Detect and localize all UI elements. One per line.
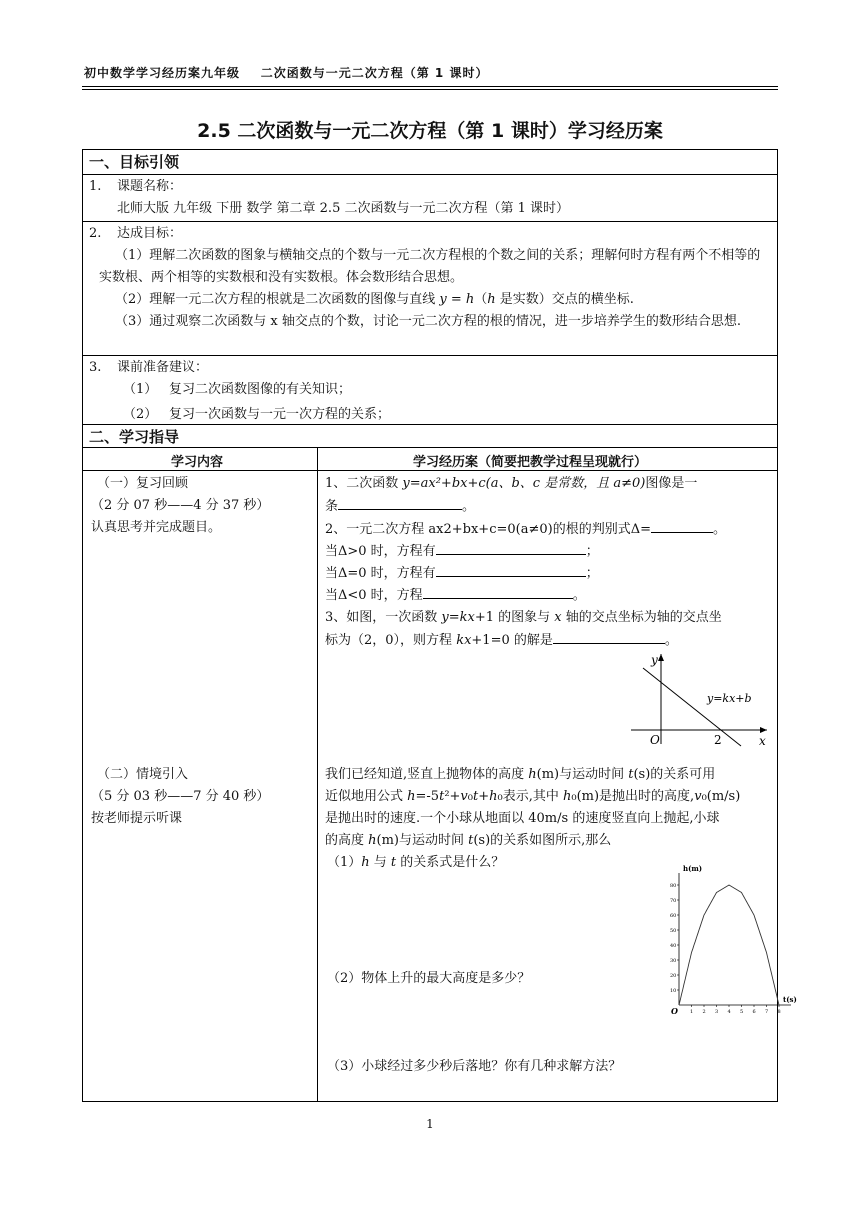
part1-time: （2 分 07 秒——4 分 37 秒） bbox=[91, 498, 270, 513]
x-tick-label: 8 bbox=[777, 1009, 781, 1015]
x-tick-label: 2 bbox=[702, 1009, 706, 1015]
part2-task: 按老师提示听课 bbox=[91, 811, 183, 826]
row-content bbox=[83, 470, 777, 471]
linear-y-label: y bbox=[651, 653, 658, 667]
linear-intercept-label: 2 bbox=[714, 733, 722, 747]
header-left: 初中数学学习经历案九年级 bbox=[84, 66, 241, 80]
intro-question-3: （3）小球经过多少秒后落地？你有几种求解方法？ bbox=[327, 1059, 622, 1074]
item2-num: 2. bbox=[89, 226, 102, 241]
item1-label: 课题名称： bbox=[117, 179, 183, 194]
part1-name: （一）复习回顾 bbox=[97, 476, 189, 491]
y-tick-label: 20 bbox=[670, 973, 677, 979]
x-tick-label: 3 bbox=[715, 1009, 719, 1015]
prep-1: 复习二次函数图像的有关知识； bbox=[169, 382, 352, 397]
worksheet-table bbox=[82, 149, 797, 1102]
linear-x-label: x bbox=[759, 734, 766, 748]
y-tick-label: 70 bbox=[670, 898, 677, 904]
y-tick-label: 30 bbox=[670, 958, 677, 964]
x-tick-label: 5 bbox=[740, 1009, 744, 1015]
linear-line-label: y=kx+b bbox=[707, 692, 752, 705]
column-divider bbox=[317, 447, 318, 1101]
header-right: 二次函数与一元二次方程（第 1 课时） bbox=[260, 66, 489, 80]
row-topic bbox=[83, 174, 777, 216]
running-header bbox=[84, 64, 488, 81]
intro-line-3: 是抛出时的速度.一个小球从地面以 40m/s 的速度竖直向上抛起,小球 bbox=[325, 811, 720, 826]
chart-origin: O bbox=[671, 1006, 678, 1016]
goal-3: （3）通过观察二次函数与 x 轴交点的个数，讨论一元二次方程的根的情况，进一步培养学生的数形结合思想. bbox=[115, 314, 742, 329]
prep-1-num: （1） bbox=[123, 382, 158, 397]
y-tick-label: 60 bbox=[670, 913, 677, 919]
section-1-title: 一、目标引领 bbox=[89, 153, 180, 171]
row-column-headers bbox=[83, 447, 777, 470]
x-tick-label: 1 bbox=[690, 1009, 694, 1015]
linear-graph bbox=[621, 648, 771, 748]
discriminant-zero: 当Δ=0 时，方程有 ； bbox=[325, 562, 599, 585]
col-right-header: 学习经历案（简要把教学过程呈现就行） bbox=[413, 455, 648, 470]
prep-2-num: （2） bbox=[123, 407, 158, 422]
part1-task: 认真思考并完成题目。 bbox=[91, 520, 222, 535]
review-q1: 1、二次函数 y=ax²+bx+c(a、b、c 是常数，且 a≠0)图像是一 bbox=[325, 476, 698, 491]
review-q2: 2、一元二次方程 ax2+bx+c=0(a≠0)的根的判别式Δ= 。 bbox=[325, 518, 726, 541]
part2-name: （二）情境引入 bbox=[97, 767, 189, 782]
part2-time: （5 分 03 秒——7 分 40 秒） bbox=[91, 789, 270, 804]
row-section-2 bbox=[83, 424, 777, 446]
intro-line-4: 的高度 h(m)与运动时间 t(s)的关系如图所示,那么 bbox=[325, 833, 612, 848]
linear-origin-label: O bbox=[650, 733, 660, 747]
x-tick-label: 7 bbox=[765, 1009, 769, 1015]
chart-x-label: t(s) bbox=[783, 995, 797, 1004]
y-tick-label: 40 bbox=[670, 943, 677, 949]
item1-text: 北师大版 九年级 下册 数学 第二章 2.5 二次函数与一元二次方程（第 1 课时） bbox=[117, 201, 570, 216]
prep-2: 复习一次函数与一元一次方程的关系； bbox=[169, 407, 391, 422]
y-tick-label: 10 bbox=[670, 988, 677, 994]
col-left-header: 学习内容 bbox=[171, 455, 224, 470]
page-title: 2.5 二次函数与一元二次方程（第 1 课时）学习经历案 bbox=[197, 120, 663, 142]
intro-line-2: 近似地用公式 h=-5t²+v₀t+h₀表示,其中 h₀(m)是抛出时的高度,v₀(m/s) bbox=[325, 789, 741, 804]
discriminant-negative: 当Δ<0 时，方程 。 bbox=[325, 584, 586, 607]
item3-num: 3. bbox=[89, 360, 102, 375]
review-q3-cont: 标为（2，0），则方程 kx+1=0 的解是 。 bbox=[325, 629, 678, 652]
y-tick-label: 50 bbox=[670, 928, 677, 934]
section-2-title: 二、学习指导 bbox=[89, 428, 180, 446]
intro-line-1: 我们已经知道,竖直上抛物体的高度 h(m)与运动时间 t(s)的关系可用 bbox=[325, 767, 716, 782]
intro-question-2: （2）物体上升的最大高度是多少？ bbox=[327, 971, 531, 986]
chart-series-line bbox=[679, 885, 779, 1005]
intro-question-1: （1）h 与 t 的关系式是什么？ bbox=[327, 855, 505, 870]
x-tick-label: 4 bbox=[727, 1009, 731, 1015]
review-q3: 3、如图，一次函数 y=kx+1 的图象与 x 轴的交点坐标为轴的交点坐 bbox=[325, 610, 722, 625]
goal-2: （2）理解一元二次方程的根就是二次函数的图像与直线 y = h（h 是实数）交点的横坐标. bbox=[115, 292, 634, 307]
item1-num: 1. bbox=[89, 179, 102, 194]
item2-label: 达成目标： bbox=[117, 226, 183, 241]
discriminant-positive: 当Δ>0 时，方程有 ； bbox=[325, 540, 599, 563]
goal-1: （1）理解二次函数的图象与横轴交点的个数与一元二次方程根的个数之间的关系；理解何时方程有两个不相等的实数根、两个相等的实数根和没有实数根。体会数形结合思想。 bbox=[99, 248, 761, 285]
item3-label: 课前准备建议： bbox=[117, 360, 209, 375]
header-rule bbox=[82, 86, 778, 87]
chart-y-label: h(m) bbox=[683, 864, 703, 873]
y-tick-label: 80 bbox=[670, 883, 677, 889]
row-prep bbox=[83, 355, 777, 422]
page-number: 1 bbox=[426, 1117, 434, 1131]
x-tick-label: 6 bbox=[752, 1009, 756, 1015]
row-goals bbox=[83, 221, 777, 329]
header-rule-thin bbox=[82, 89, 778, 90]
review-q1-cont: 条 。 bbox=[325, 495, 475, 518]
y-arrow-icon bbox=[658, 654, 664, 661]
x-arrow-icon bbox=[760, 727, 767, 733]
height-time-chart bbox=[583, 864, 797, 1020]
